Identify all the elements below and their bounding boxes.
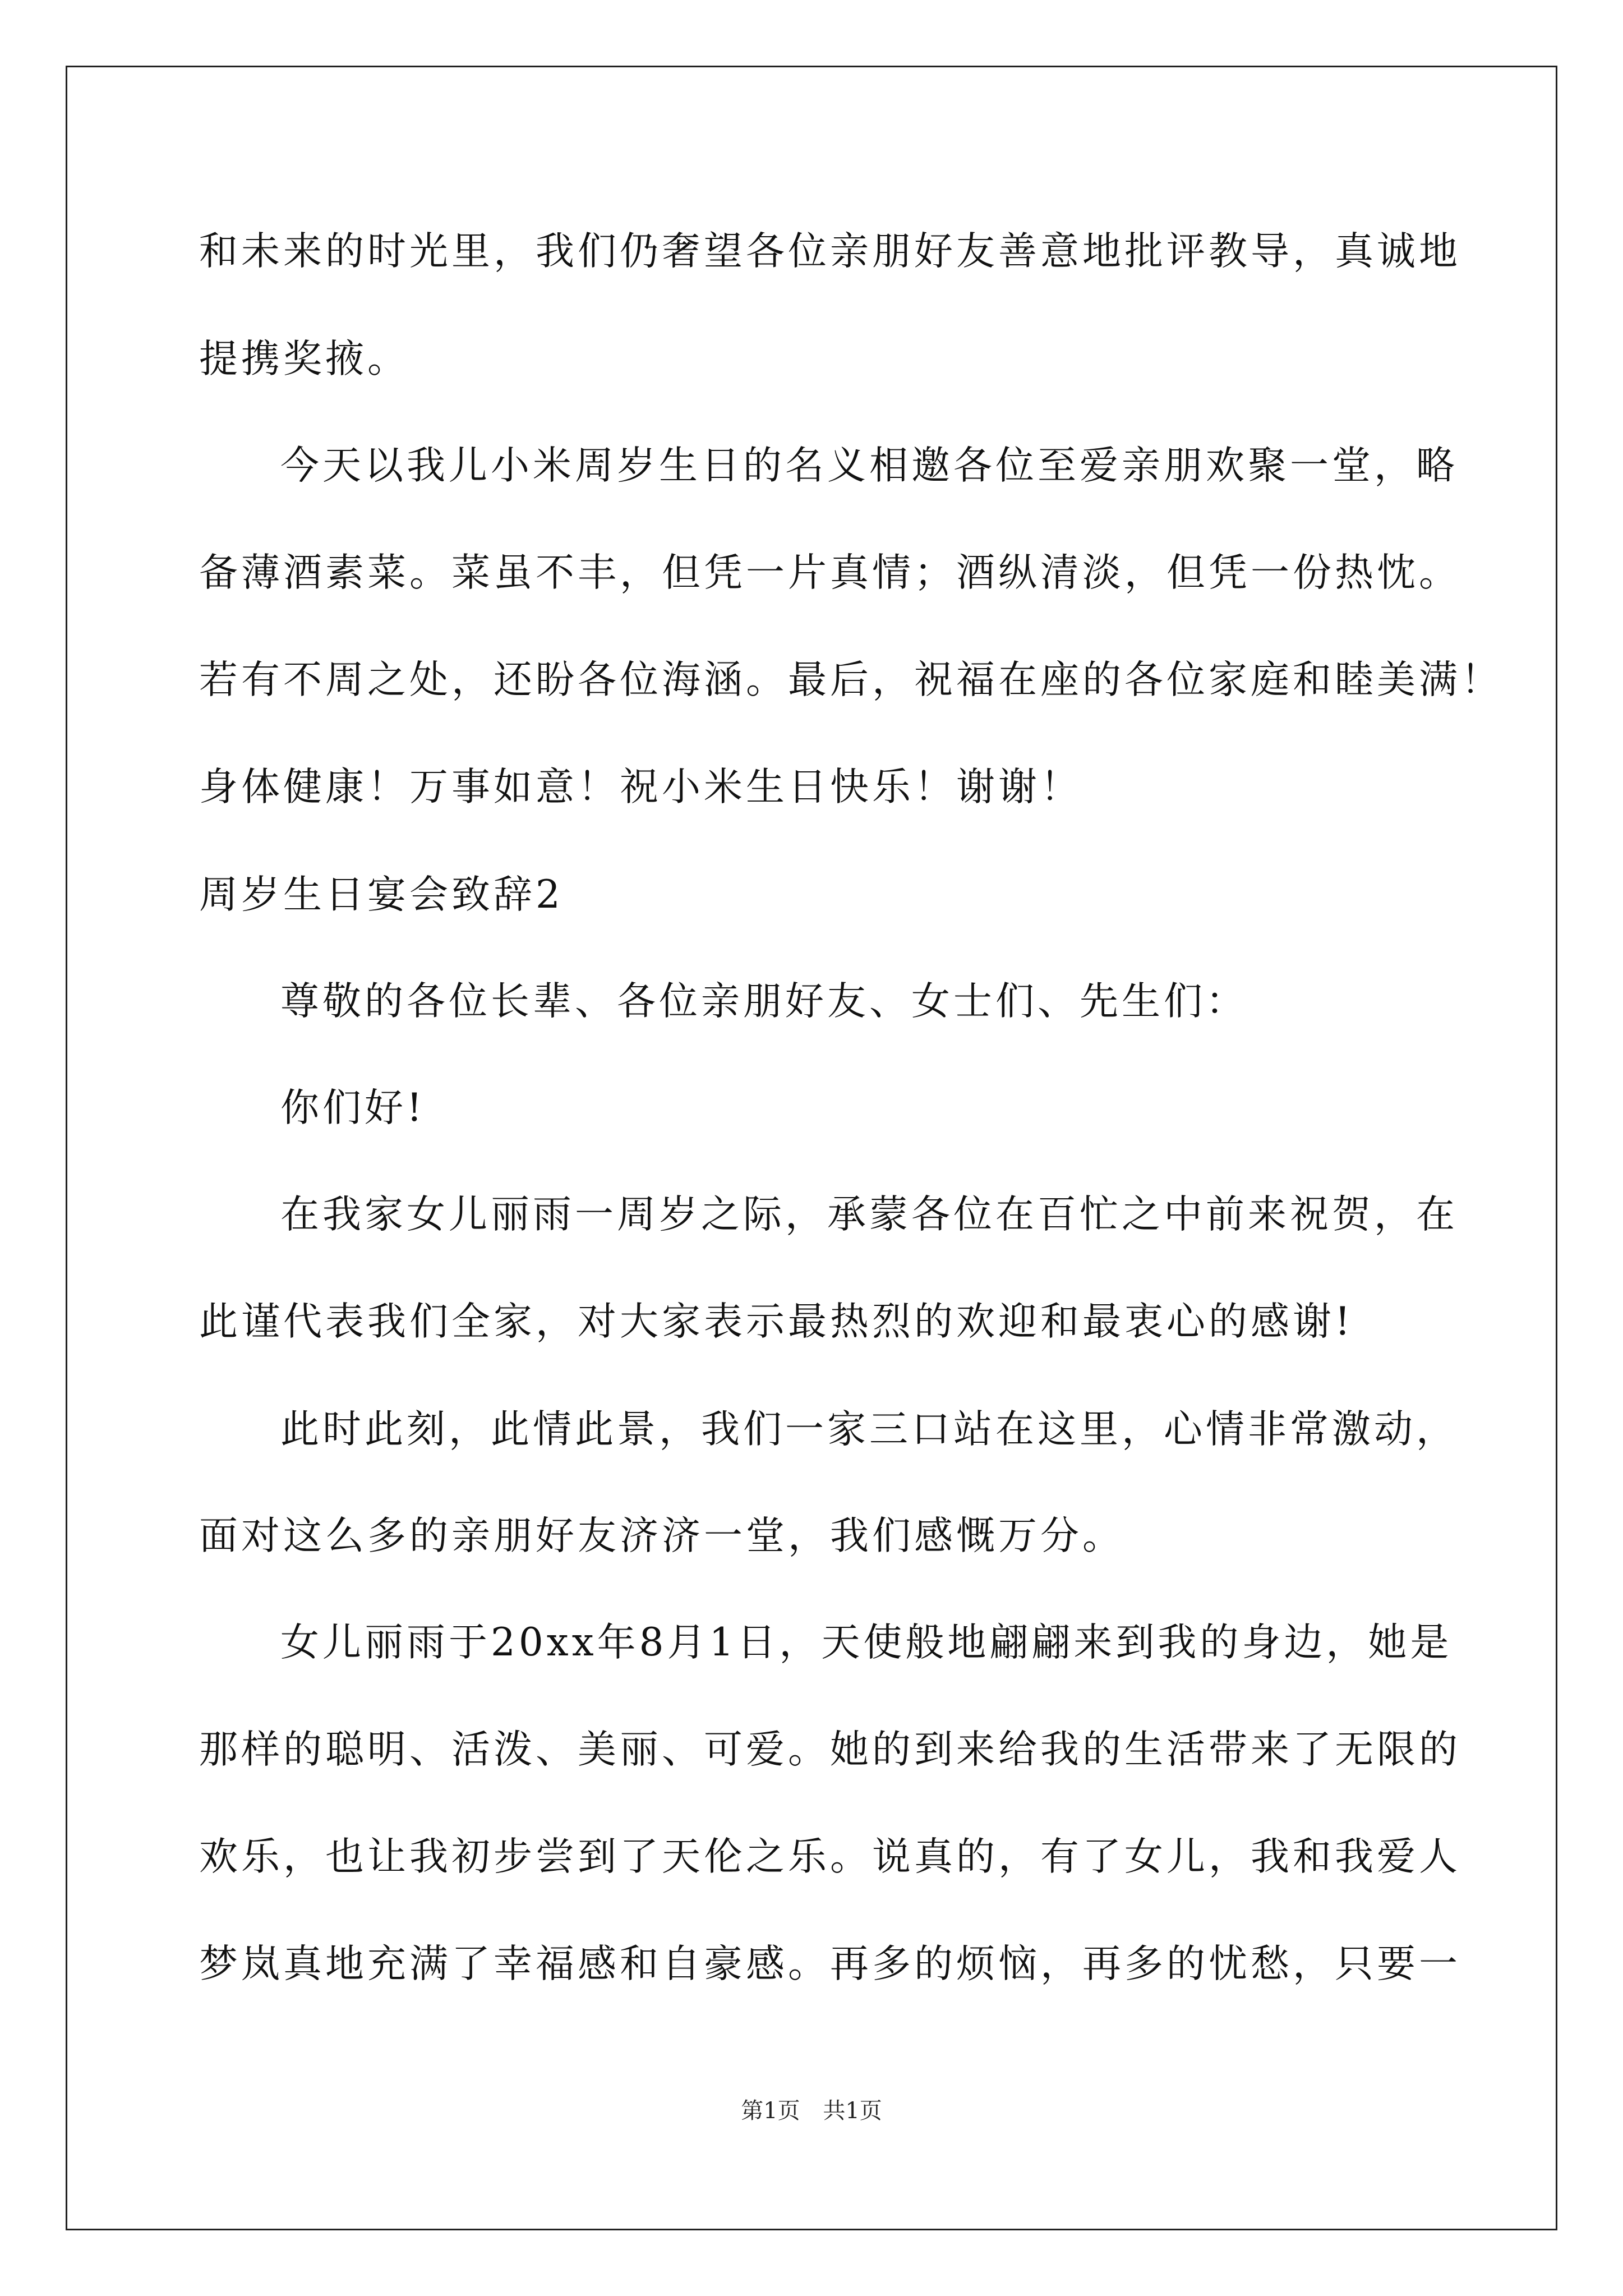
body-text-line: 和未来的时光里，我们仍奢望各位亲朋好友善意地批评教导，真诚地 bbox=[199, 229, 1461, 274]
body-text-line: 身体健康！万事如意！祝小米生日快乐！谢谢！ bbox=[199, 765, 1082, 809]
page-number: 第1页 bbox=[741, 2098, 800, 2124]
salutation: 尊敬的各位长辈、各位亲朋好友、女士们、先生们： bbox=[280, 979, 1248, 1024]
body-text-line: 若有不周之处，还盼各位海涵。最后，祝福在座的各位家庭和睦美满！ bbox=[199, 657, 1503, 702]
section-heading: 周岁生日宴会致辞2 bbox=[199, 872, 564, 917]
body-text-line: 备薄酒素菜。菜虽不丰，但凭一片真情；酒纵清淡，但凭一份热忱。 bbox=[199, 550, 1461, 595]
page-total: 共1页 bbox=[823, 2098, 882, 2124]
body-text-line: 此谨代表我们全家，对大家表示最热烈的欢迎和最衷心的感谢! bbox=[199, 1299, 1354, 1344]
body-text-line: 欢乐，也让我初步尝到了天伦之乐。说真的，有了女儿，我和我爱人 bbox=[199, 1834, 1461, 1879]
body-text-line: 面对这么多的亲朋好友济济一堂，我们感慨万分。 bbox=[199, 1513, 1124, 1558]
paragraph-first-line: 今天以我儿小米周岁生日的名义相邀各位至爱亲朋欢聚一堂，略 bbox=[280, 443, 1458, 488]
page-footer bbox=[0, 2097, 1623, 2125]
paragraph-first-line: 此时此刻，此情此景，我们一家三口站在这里，心情非常激动， bbox=[280, 1407, 1458, 1452]
body-text-line: 提携奖掖。 bbox=[199, 337, 409, 381]
body-text-line: 那样的聪明、活泼、美丽、可爱。她的到来给我的生活带来了无限的 bbox=[199, 1727, 1461, 1772]
greeting: 你们好! bbox=[280, 1085, 426, 1130]
paragraph-first-line: 在我家女儿丽雨一周岁之际，承蒙各位在百忙之中前来祝贺，在 bbox=[280, 1192, 1458, 1237]
body-text-line: 梦岚真地充满了幸福感和自豪感。再多的烦恼，再多的忧愁，只要一 bbox=[199, 1941, 1461, 1986]
paragraph-first-line: 女儿丽雨于20xx年8月1日，天使般地翩翩来到我的身边，她是 bbox=[280, 1620, 1453, 1665]
page-frame bbox=[66, 66, 1557, 2230]
